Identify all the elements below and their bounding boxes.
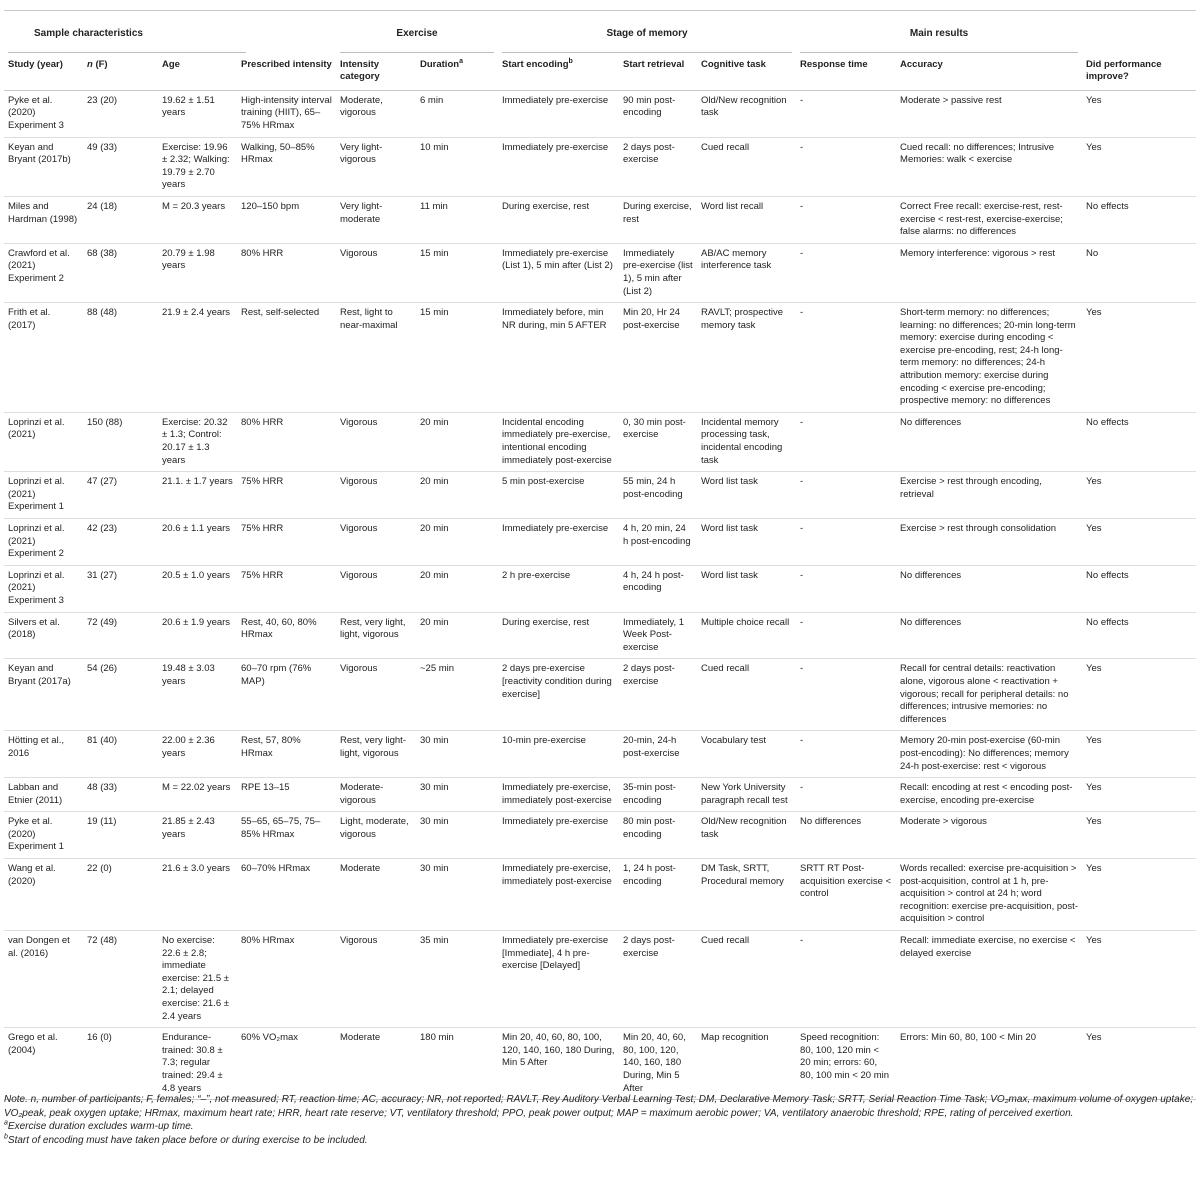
table-row (4, 859, 1196, 931)
cell-duration: 20 min (420, 569, 449, 581)
cell-task: DM Task, SRTT, Procedural memory (701, 863, 784, 887)
experiment-label: Experiment 3 (8, 594, 64, 606)
cell-improve: No effects (1086, 569, 1129, 581)
cell-age: 21.85 ± 2.43 years (162, 816, 215, 840)
cell-rt: - (800, 569, 804, 581)
cell-study (4, 612, 83, 659)
cell-task: AB/AC memory interference task (701, 247, 772, 272)
cell-rt: Speed recognition: 80, 100, 120 min < 20 min; errors: 60, 80, 100 min < 20 min (800, 1032, 890, 1081)
cell-age: Endurance-trained: 30.8 ± 7.3; regular trained: 29.4 ± 4.8 years (162, 1032, 223, 1094)
cell-task: Word list recall (701, 200, 764, 212)
col-age: Age (162, 58, 180, 70)
cell-category: Moderate-vigorous (340, 782, 384, 806)
study-name: Loprinzi et al. (2021) (8, 476, 65, 500)
cell-intensity: 75% HRR (241, 476, 284, 488)
cell-category: Rest, very light-light, vigorous (340, 735, 406, 759)
cell-n: 47 (27) (87, 476, 118, 488)
cell-age: Exercise: 20.32 ± 1.3; Control: 20.17 ± 1.3 years (162, 416, 228, 466)
cell-n: 19 (11) (87, 816, 117, 828)
cell-task: New York University paragraph recall test (701, 782, 788, 806)
study-name: Wang et al. (2020) (8, 863, 56, 887)
cell-retrieval: 2 days post-exercise (623, 663, 675, 687)
cell-accuracy: Memory 20-min post-exercise (60-min post-encoding): No differences; memory 24-h post-exercise: rest < vigorous (900, 735, 1069, 772)
study-name: Keyan and Bryant (2017b) (8, 141, 71, 166)
cell-retrieval: 35-min post-encoding (623, 782, 676, 806)
cell-improve: Yes (1086, 523, 1102, 534)
cell-encoding: Immediately pre-exercise (502, 816, 609, 828)
cell-task: Cued recall (701, 935, 750, 947)
table-row (4, 731, 1196, 778)
cell-category: Vigorous (340, 663, 378, 675)
col-study: Study (year) (8, 58, 63, 70)
cell-age: M = 20.3 years (162, 200, 226, 212)
col-task: Cognitive task (701, 58, 766, 70)
cell-n: 23 (20) (87, 94, 118, 106)
table-row (4, 778, 1196, 812)
cell-intensity: 75% HRR (241, 569, 284, 581)
cell-improve: No (1086, 247, 1099, 259)
cell-encoding: 2 days pre-exercise [reactivity condition during exercise] (502, 663, 612, 700)
experiment-label: Experiment 2 (8, 548, 64, 560)
cell-accuracy: Errors: Min 60, 80, 100 < Min 20 (900, 1032, 1036, 1044)
cell-encoding: 10-min pre-exercise (502, 735, 586, 747)
cell-study (4, 303, 83, 413)
cell-encoding: 5 min post-exercise (502, 476, 585, 488)
cell-duration: 20 min (420, 616, 449, 628)
cell-accuracy: Moderate > passive rest (900, 94, 1002, 106)
experiment-label: Experiment 2 (8, 272, 64, 284)
cell-category: Moderate (340, 1032, 381, 1044)
cell-retrieval: Min 20, 40, 60, 80, 100, 120, 140, 160, 180 During, Min 5 After (623, 1032, 686, 1094)
cell-category: Very light-moderate (340, 200, 383, 225)
cell-n: 150 (88) (87, 416, 123, 428)
cell-intensity: 80% HRR (241, 247, 284, 259)
cell-accuracy: Correct Free recall: exercise-rest, rest-exercise < rest-rest, exercise-exercise; false alarms: no differences (900, 200, 1063, 238)
cell-retrieval: 2 days post-exercise (623, 141, 675, 166)
note-a: $^a$Exercise duration excludes warm-up time. (4, 1119, 194, 1133)
cell-intensity: 80% HRmax (241, 935, 295, 947)
cell-duration: 30 min (420, 782, 449, 794)
table-row (4, 137, 1196, 196)
cell-n: 72 (49) (87, 616, 118, 628)
note-b: $^b$Start of encoding must have taken place before or during exercise to be included. (4, 1133, 368, 1146)
study-name: Keyan and Bryant (2017a) (8, 663, 71, 687)
cell-intensity: 60% VO₂max (241, 1032, 299, 1044)
col-accuracy: Accuracy (900, 58, 943, 70)
cell-study (4, 731, 83, 778)
cell-accuracy: Moderate > vigorous (900, 816, 987, 828)
cell-intensity: Rest, self-selected (241, 307, 320, 319)
cell-retrieval: 2 days post-exercise (623, 935, 675, 959)
cell-intensity: 120–150 bpm (241, 200, 300, 212)
column-header-row (4, 53, 1196, 91)
cell-task: Vocabulary test (701, 735, 766, 747)
cell-rt: No differences (800, 816, 862, 828)
cell-accuracy: Short-term memory: no differences; learning: no differences; 20-min long-term memory: exercise during encoding < exercise pre-encoding, rest; 24-h long-term memory: no differences; 24-h attribution memory: exercise during encoding < exercise pre-encoding; prospective memory: no differences (900, 307, 1076, 407)
study-name: Silvers et al. (2018) (8, 616, 60, 641)
cell-improve: Yes (1086, 863, 1102, 875)
cell-encoding: 2 h pre-exercise (502, 569, 571, 581)
cell-category: Moderate, vigorous (340, 94, 383, 119)
cell-age: M = 22.02 years (162, 782, 231, 794)
cell-study (4, 137, 83, 196)
table-container (4, 10, 1196, 1100)
cell-task: Incidental memory processing task, incidental encoding task (701, 416, 783, 466)
cell-retrieval: 20-min, 24-h post-exercise (623, 735, 680, 759)
cell-category: Moderate (340, 863, 381, 875)
cell-n: 88 (48) (87, 307, 118, 319)
study-name: Frith et al. (2017) (8, 307, 51, 331)
col-rt: Response time (800, 58, 868, 70)
cell-age: 20.6 ± 1.1 years (162, 523, 231, 534)
cell-retrieval: 80 min post-encoding (623, 816, 676, 840)
cell-improve: No effects (1086, 200, 1129, 212)
study-name: Loprinzi et al. (2021) (8, 523, 65, 547)
cell-rt: - (800, 735, 804, 747)
cell-encoding: Immediately pre-exercise (502, 94, 609, 106)
study-name: Grego et al. (2004) (8, 1032, 58, 1056)
cell-n: 81 (40) (87, 735, 118, 747)
cell-accuracy: Recall: immediate exercise, no exercise < delayed exercise (900, 935, 1076, 959)
experiment-label: Experiment 3 (8, 119, 64, 131)
cell-age: 20.5 ± 1.0 years (162, 569, 231, 581)
study-name: Hötting et al., 2016 (8, 735, 64, 759)
cell-study (4, 812, 83, 859)
cell-improve: Yes (1086, 94, 1102, 106)
cell-accuracy: Recall for central details: reactivation alone, vigorous alone < reactivation + vigorous; recall for peripheral details: no differences; intrusive memories: no differences (900, 663, 1069, 725)
cell-n: 68 (38) (87, 247, 118, 259)
col-n: n (F) (87, 58, 108, 70)
cell-rt: - (800, 476, 804, 488)
cell-intensity: High-intensity interval training (HIIT), 65–75% HRmax (241, 94, 332, 131)
cell-retrieval: 4 h, 20 min, 24 h post-encoding (623, 523, 691, 547)
cell-age: 19.62 ± 1.51 years (162, 94, 215, 119)
cell-duration: 11 min (420, 200, 448, 212)
cell-n: 72 (48) (87, 935, 118, 947)
group-exercise: Exercise (336, 11, 498, 53)
cell-n: 24 (18) (87, 200, 118, 212)
col-intensity: Prescribed intensity (241, 58, 332, 70)
cell-study (4, 243, 83, 302)
cell-improve: Yes (1086, 782, 1102, 794)
cell-improve: No effects (1086, 616, 1129, 628)
table-row (4, 1028, 1196, 1100)
cell-rt: - (800, 141, 804, 153)
cell-category: Vigorous (340, 569, 378, 581)
cell-intensity: Walking, 50–85% HRmax (241, 141, 315, 166)
cell-task: Word list task (701, 476, 758, 488)
cell-duration: 15 min (420, 247, 449, 259)
cell-category: Vigorous (340, 476, 378, 488)
cell-rt: - (800, 935, 804, 947)
group-memory: Stage of memory (498, 11, 796, 53)
cell-task: Old/New recognition task (701, 816, 787, 840)
cell-encoding: Immediately pre-exercise (502, 141, 609, 153)
cell-improve: Yes (1086, 935, 1102, 947)
cell-study (4, 412, 83, 471)
cell-n: 16 (0) (87, 1032, 112, 1044)
cell-intensity: 80% HRR (241, 416, 284, 428)
cell-encoding: Immediately pre-exercise, immediately post-exercise (502, 863, 612, 887)
cell-duration: 20 min (420, 523, 449, 534)
cell-intensity: 60–70% HRmax (241, 863, 311, 875)
cell-duration: 30 min (420, 735, 449, 747)
cell-rt: - (800, 94, 804, 106)
cell-task: Word list task (701, 569, 758, 581)
cell-accuracy: No differences (900, 416, 962, 428)
cell-rt: SRTT RT Post-acquisition exercise < control (800, 863, 892, 900)
cell-improve: Yes (1086, 1032, 1102, 1044)
cell-age: 20.79 ± 1.98 years (162, 247, 215, 272)
cell-intensity: Rest, 57, 80% HRmax (241, 735, 301, 759)
cell-accuracy: Cued recall: no differences; Intrusive Memories: walk < exercise (900, 141, 1055, 166)
cell-duration: ~25 min (420, 663, 455, 675)
table-row (4, 243, 1196, 302)
cell-duration: 15 min (420, 307, 449, 319)
cell-improve: Yes (1086, 663, 1102, 675)
cell-improve: No effects (1086, 416, 1129, 428)
note-main: Note. n, number of participants; F, females; “–”, not measured; RT, reaction time; AC, accuracy; NR, not reported; RAVLT, Rey Auditory Verbal Learning Test; DM, Declarative Memory Task; SRTT, Serial Reaction Time Task; VO₂max, maximum volume of oxygen uptake; VO₂peak, peak oxygen uptake; HRmax, maximum heart rate; HRR, heart rate reserve; VT, ventilatory threshold; PPO, peak power output; MAP = maximum aerobic power; VA, ventilatory anaerobic threshold; RPE, rating of perceived exertion. (4, 1094, 1194, 1119)
table-body (4, 90, 1196, 1099)
cell-duration: 35 min (420, 935, 449, 947)
cell-n: 42 (23) (87, 523, 118, 534)
cell-improve: Yes (1086, 141, 1102, 153)
study-name: Pyke et al. (2020) (8, 94, 53, 119)
experiment-label: Experiment 1 (8, 841, 64, 853)
cell-age: Exercise: 19.96 ± 2.32; Walking: 19.79 ± 2.70 years (162, 141, 230, 191)
cell-duration: 20 min (420, 416, 449, 428)
cell-rt: - (800, 416, 804, 428)
cell-encoding: Immediately pre-exercise (502, 523, 609, 534)
table-row (4, 565, 1196, 612)
cell-encoding: Incidental encoding immediately pre-exercise, intentional encoding immediately post-exercise (502, 416, 612, 466)
cell-age: 21.9 ± 2.4 years (162, 307, 231, 319)
cell-accuracy: Memory interference: vigorous > rest (900, 247, 1055, 259)
cell-study (4, 90, 83, 137)
col-category: Intensity category (340, 58, 380, 83)
cell-task: Cued recall (701, 663, 750, 675)
cell-category: Vigorous (340, 247, 378, 259)
cell-study (4, 778, 83, 812)
table-row (4, 812, 1196, 859)
cell-study (4, 659, 83, 731)
cell-accuracy: Words recalled: exercise pre-acquisition > post-acquisition, control at 1 h, pre-acquisition > control at 24 h; word recognition: exercise pre-acquisition, post-acquisition > control (900, 863, 1078, 925)
cell-category: Very light-vigorous (340, 141, 383, 166)
cell-accuracy: Exercise > rest through consolidation (900, 523, 1057, 534)
cell-duration: 30 min (420, 816, 449, 828)
cell-encoding: Immediately pre-exercise (List 1), 5 min after (List 2) (502, 247, 613, 272)
cell-age: 19.48 ± 3.03 years (162, 663, 215, 687)
cell-rt: - (800, 663, 804, 675)
cell-improve: Yes (1086, 307, 1102, 319)
table-row (4, 472, 1196, 519)
cell-duration: 20 min (420, 476, 449, 488)
cell-study (4, 472, 83, 519)
group-header-row (4, 11, 1196, 53)
table-row (4, 612, 1196, 659)
cell-n: 31 (27) (87, 569, 118, 581)
cell-retrieval: During exercise, rest (623, 200, 692, 225)
cell-n: 49 (33) (87, 141, 118, 153)
cell-encoding: Immediately pre-exercise [Immediate], 4 h pre-exercise [Delayed] (502, 935, 609, 972)
studies-table (4, 10, 1196, 1100)
cell-improve: Yes (1086, 735, 1102, 747)
cell-study (4, 196, 83, 243)
cell-rt: - (800, 200, 804, 212)
cell-category: Vigorous (340, 935, 378, 947)
cell-improve: Yes (1086, 476, 1102, 488)
cell-task: Multiple choice recall (701, 616, 790, 628)
cell-study (4, 565, 83, 612)
cell-category: Vigorous (340, 416, 378, 428)
col-duration: Duration$^a$ (420, 57, 463, 70)
cell-rt: - (800, 616, 804, 628)
cell-accuracy: Exercise > rest through encoding, retrieval (900, 476, 1042, 500)
cell-retrieval: 90 min post-encoding (623, 94, 676, 119)
table-row (4, 196, 1196, 243)
cell-task: Old/New recognition task (701, 94, 787, 119)
group-results: Main results (796, 11, 1082, 53)
table-row (4, 90, 1196, 137)
cell-age: 21.1. ± 1.7 years (162, 476, 233, 488)
study-name: Loprinzi et al. (2021) (8, 569, 65, 594)
cell-age: 20.6 ± 1.9 years (162, 616, 231, 628)
col-improve: Did performance improve? (1086, 58, 1162, 83)
cell-encoding: Immediately before, min NR during, min 5 AFTER (502, 307, 607, 331)
experiment-label: Experiment 1 (8, 501, 64, 513)
cell-category: Rest, light to near-maximal (340, 307, 398, 331)
cell-retrieval: 55 min, 24 h post-encoding (623, 476, 683, 500)
table-notes (4, 1093, 1196, 1147)
cell-intensity: RPE 13–15 (241, 782, 290, 794)
cell-retrieval: 4 h, 24 h post-encoding (623, 569, 684, 594)
cell-study (4, 931, 83, 1028)
study-name: Loprinzi et al. (2021) (8, 416, 65, 441)
cell-task: Cued recall (701, 141, 750, 153)
cell-retrieval: Immediately, 1 Week Post-exercise (623, 616, 685, 653)
col-retrieval: Start retrieval (623, 58, 685, 70)
cell-age: 22.00 ± 2.36 years (162, 735, 215, 759)
cell-retrieval: Immediately pre-exercise (list 1), 5 min after (List 2) (623, 247, 693, 297)
group-empty (1082, 11, 1196, 53)
cell-intensity: 60–70 rpm (76% MAP) (241, 663, 312, 687)
cell-accuracy: No differences (900, 616, 962, 628)
cell-study (4, 1028, 83, 1100)
cell-encoding: During exercise, rest (502, 200, 590, 212)
cell-n: 48 (33) (87, 782, 118, 794)
table-row (4, 412, 1196, 471)
table-row (4, 659, 1196, 731)
cell-rt: - (800, 782, 804, 794)
study-name: Labban and Etnier (2011) (8, 782, 63, 806)
group-sample: Sample characteristics (4, 11, 336, 53)
cell-accuracy: No differences (900, 569, 962, 581)
study-name: Crawford et al. (2021) (8, 247, 70, 272)
cell-rt: - (800, 247, 804, 259)
study-name: van Dongen et al. (2016) (8, 935, 70, 959)
cell-improve: Yes (1086, 816, 1102, 828)
cell-category: Vigorous (340, 523, 378, 534)
cell-task: RAVLT; prospective memory task (701, 307, 784, 331)
cell-age: No exercise: 22.6 ± 2.8; immediate exercise: 21.5 ± 2.1; delayed exercise: 21.6 ± 2.4 years (162, 935, 229, 1022)
cell-retrieval: 1, 24 h post-encoding (623, 863, 676, 887)
cell-study (4, 519, 83, 566)
cell-task: Map recognition (701, 1032, 769, 1044)
cell-encoding: During exercise, rest (502, 616, 590, 628)
cell-category: Light, moderate, vigorous (340, 816, 409, 840)
cell-rt: - (800, 523, 804, 534)
cell-age: 21.6 ± 3.0 years (162, 863, 231, 875)
col-encoding: Start encoding$^b$ (502, 57, 573, 70)
cell-intensity: 55–65, 65–75, 75–85% HRmax (241, 816, 321, 840)
table-row (4, 303, 1196, 413)
cell-category: Rest, very light, light, vigorous (340, 616, 406, 641)
table-row (4, 519, 1196, 566)
cell-duration: 30 min (420, 863, 449, 875)
cell-duration: 180 min (420, 1032, 454, 1044)
cell-duration: 6 min (420, 94, 444, 106)
cell-duration: 10 min (420, 141, 449, 153)
cell-study (4, 859, 83, 931)
cell-rt: - (800, 307, 804, 319)
cell-n: 54 (26) (87, 663, 118, 675)
cell-task: Word list task (701, 523, 758, 534)
cell-encoding: Min 20, 40, 60, 80, 100, 120, 140, 160, 180 During, Min 5 After (502, 1032, 615, 1069)
cell-n: 22 (0) (87, 863, 112, 875)
cell-retrieval: Min 20, Hr 24 post-exercise (623, 307, 681, 331)
cell-accuracy: Recall: encoding at rest < encoding post-exercise, encoding pre-exercise (900, 782, 1073, 806)
cell-encoding: Immediately pre-exercise, immediately post-exercise (502, 782, 612, 806)
study-name: Pyke et al. (2020) (8, 816, 53, 840)
cell-intensity: Rest, 40, 60, 80% HRmax (241, 616, 317, 641)
cell-retrieval: 0, 30 min post-exercise (623, 416, 686, 441)
cell-intensity: 75% HRR (241, 523, 284, 534)
table-row (4, 931, 1196, 1028)
study-name: Miles and Hardman (1998) (8, 200, 78, 225)
